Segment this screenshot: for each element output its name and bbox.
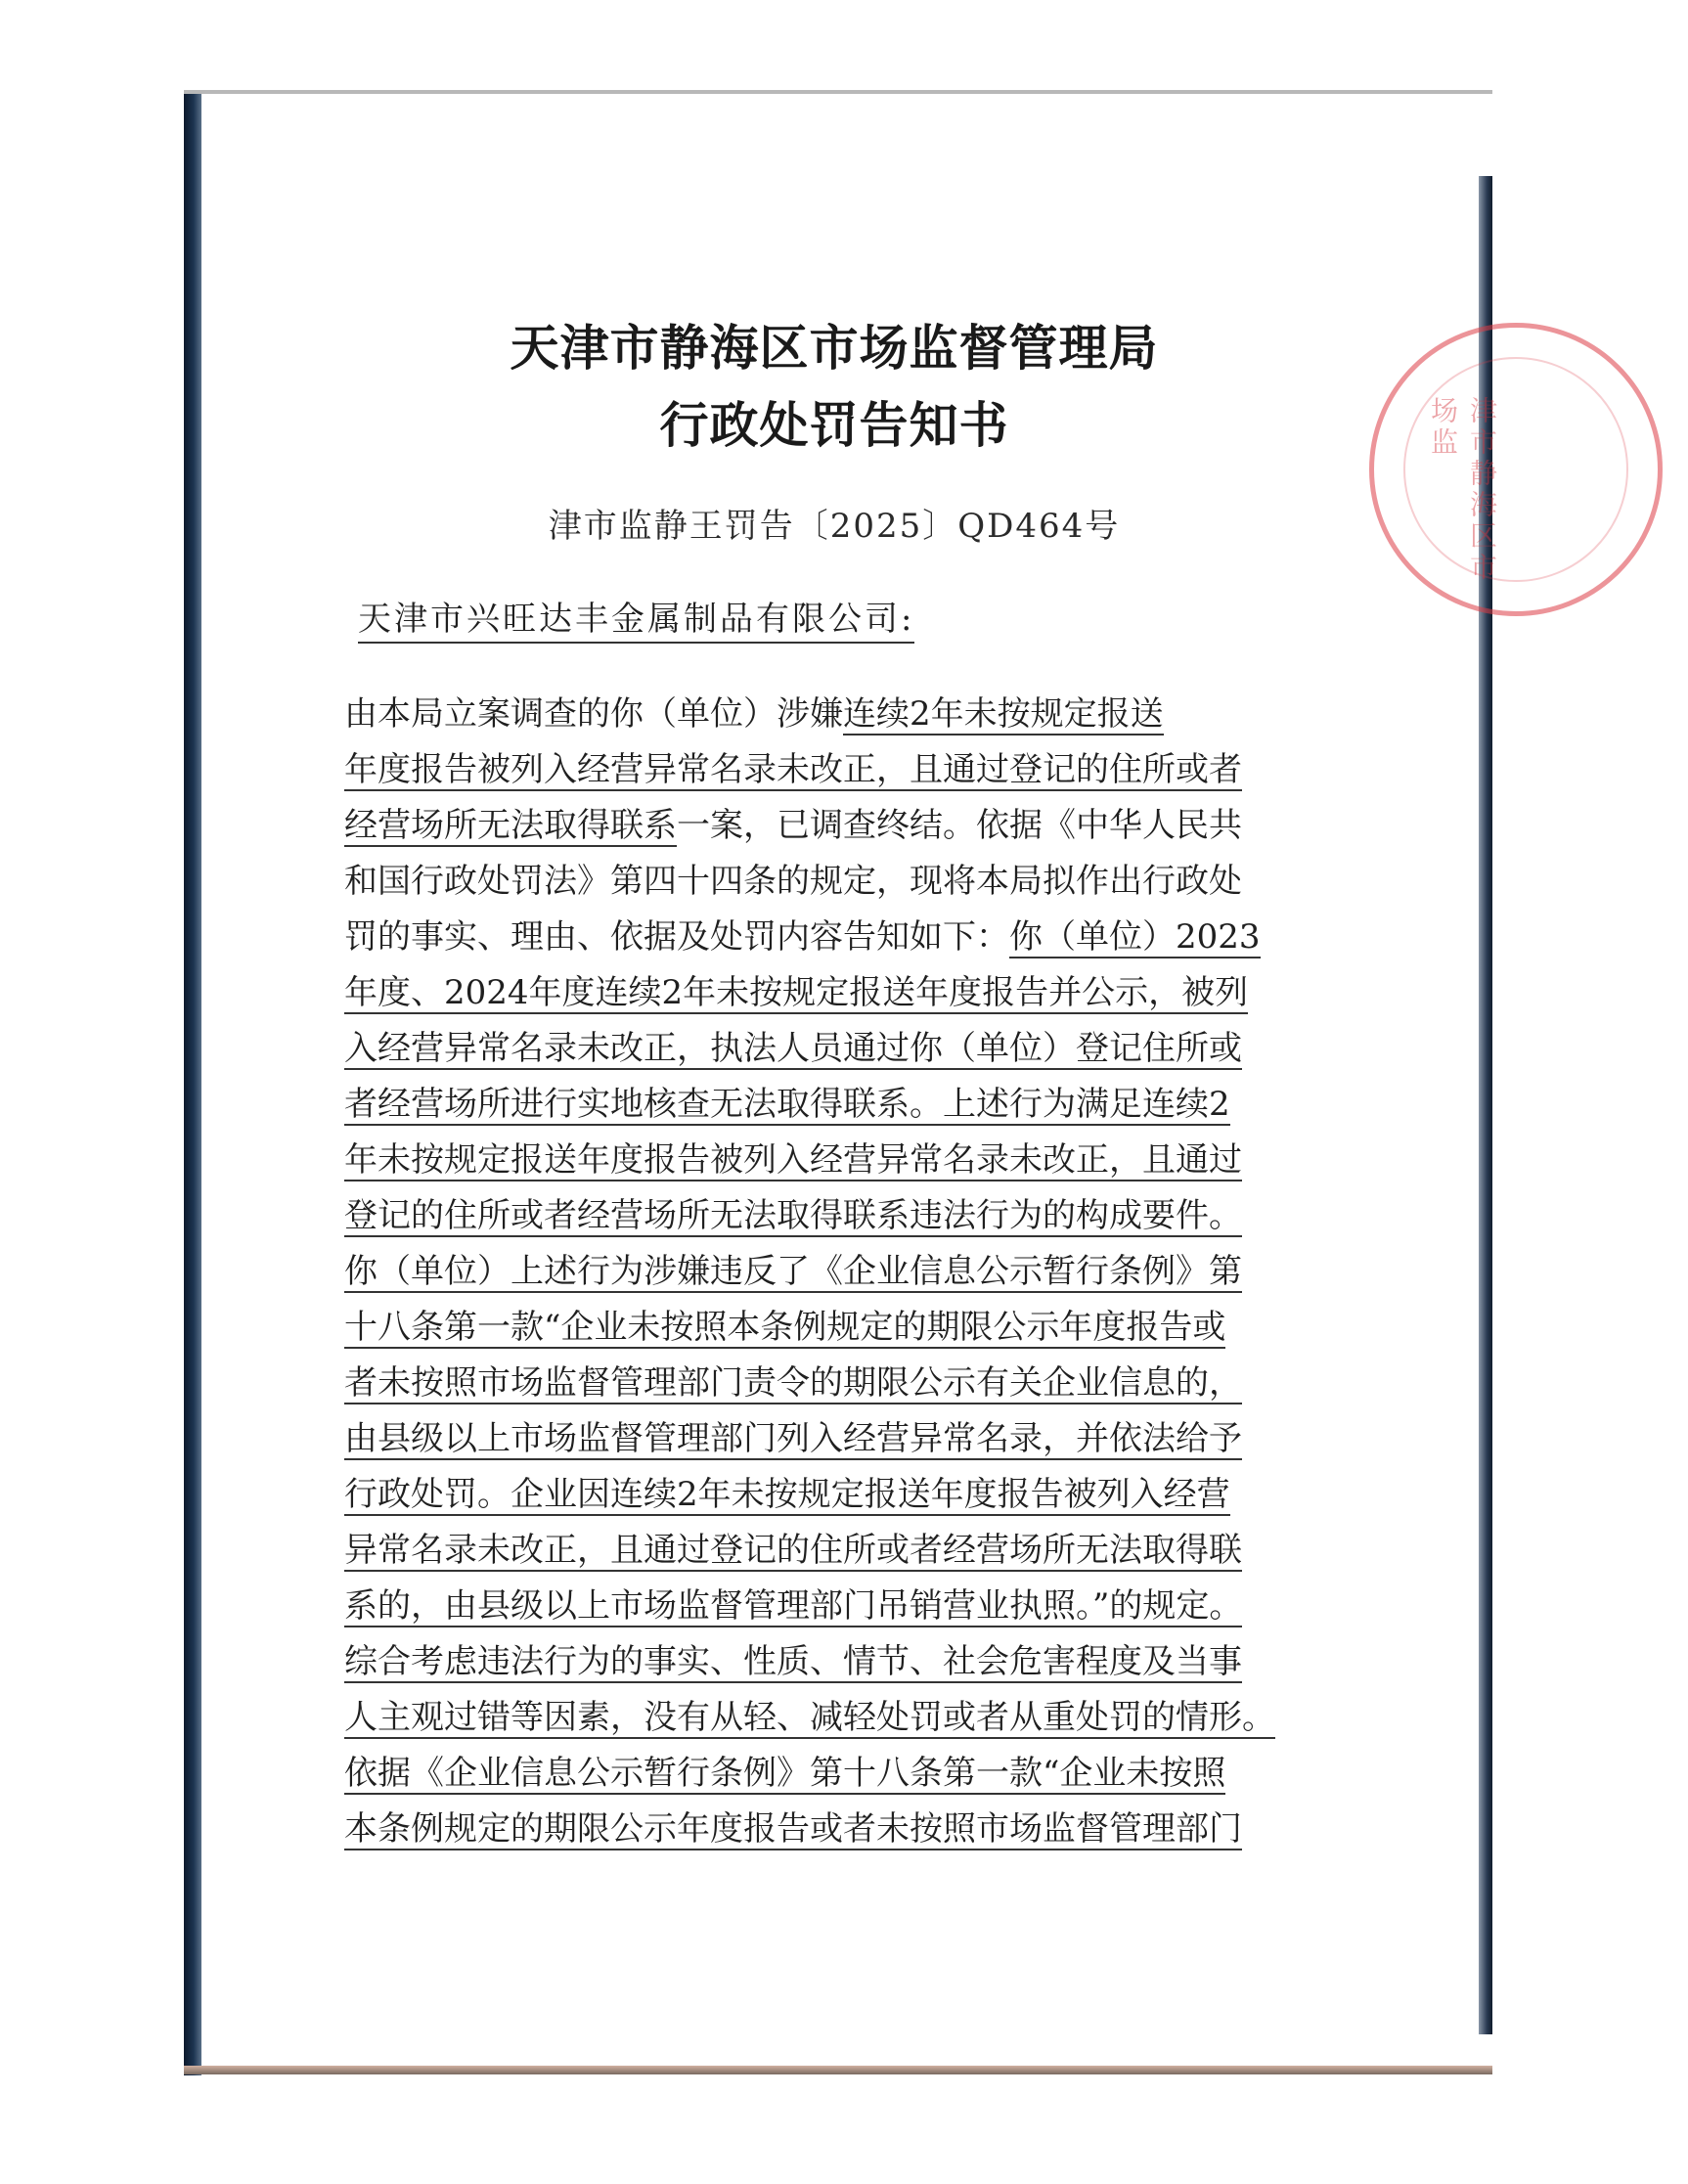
body-line	[344, 1359, 1312, 1414]
body-line-underlined-text: 你（单位）上述行为涉嫌违反了《企业信息公示暂行条例》第	[344, 1252, 1242, 1291]
body-line	[344, 1191, 1312, 1247]
body-line-underlined-text: 依据《企业信息公示暂行条例》第十八条第一款“企业未按照	[344, 1754, 1226, 1793]
document-title-type: 行政处罚告知书	[659, 396, 1009, 454]
body-line	[344, 1526, 1312, 1582]
body-line-text: 和国行政处罚法》第四十四条的规定，现将本局拟作出行政处	[344, 862, 1242, 901]
body-line	[344, 745, 1312, 801]
recipient-company: 天津市兴旺达丰金属制品有限公司:	[358, 592, 914, 644]
body-line	[344, 1805, 1312, 1860]
photo-background-bottom-edge	[184, 2066, 1492, 2074]
body-line-underlined-text: 者经营场所进行实地核查无法取得联系。上述行为满足连续2	[344, 1085, 1230, 1124]
body-line-underlined-text: 综合考虑违法行为的事实、性质、情节、社会危害程度及当事	[344, 1642, 1242, 1681]
body-line-underlined-text: 行政处罚。企业因连续2年未按规定报送年度报告被列入经营	[344, 1475, 1230, 1514]
body-line-underlined-text: 本条例规定的期限公示年度报告或者未按照市场监督管理部门	[344, 1809, 1242, 1849]
body-line-underlined-text: 登记的住所或者经营场所无法取得联系违法行为的构成要件。	[344, 1196, 1242, 1235]
body-line	[344, 1470, 1312, 1526]
body-line	[344, 1582, 1312, 1637]
body-line-text: 罚的事实、理由、依据及处罚内容告知如下：	[344, 917, 1009, 957]
body-line	[344, 1247, 1312, 1303]
body-line	[344, 1637, 1312, 1693]
body-line-underlined-text: 系的，由县级以上市场监督管理部门吊销营业执照。”的规定。	[344, 1586, 1243, 1626]
body-line-text: 一案，已调查终结。依据《中华人民共	[677, 806, 1242, 845]
body-line-underlined-text: 人主观过错等因素，没有从轻、减轻处罚或者从重处罚的情形。	[344, 1698, 1275, 1737]
body-line	[344, 801, 1312, 857]
body-line	[344, 1693, 1312, 1749]
body-line	[344, 1024, 1312, 1080]
body-line	[344, 857, 1312, 913]
body-line-underlined-text: 异常名录未改正，且通过登记的住所或者经营场所无法取得联	[344, 1531, 1242, 1570]
body-line-underlined-text: 十八条第一款“企业未按照本条例规定的期限公示年度报告或	[344, 1308, 1226, 1347]
body-line	[344, 1080, 1312, 1136]
body-line	[344, 1414, 1312, 1470]
body-line-underlined-text: 年度报告被列入经营异常名录未改正，且通过登记的住所或者	[344, 750, 1242, 789]
body-line-text: 由本局立案调查的你（单位）涉嫌	[344, 694, 843, 734]
body-line-underlined-text: 入经营异常名录未改正，执法人员通过你（单位）登记住所或	[344, 1029, 1242, 1068]
body-line-underlined-text: 经营场所无法取得联系	[344, 806, 677, 845]
body-line	[344, 968, 1312, 1024]
body-line-underlined-text: 年度、2024年度连续2年未按规定报送年度报告并公示，被列	[344, 973, 1249, 1012]
document-title-agency: 天津市静海区市场监督管理局	[510, 319, 1159, 377]
body-line	[344, 690, 1312, 745]
document-number: 津市监静王罚告〔2025〕QD464号	[548, 507, 1121, 546]
body-line	[344, 1136, 1312, 1191]
body-line-underlined-text: 者未按照市场监督管理部门责令的期限公示有关企业信息的，	[344, 1363, 1242, 1403]
body-line-underlined-text: 你（单位）2023	[1009, 917, 1261, 957]
body-line-underlined-text: 连续2年未按规定报送	[843, 694, 1164, 734]
body-line	[344, 1749, 1312, 1805]
body-line-underlined-text: 年未按规定报送年度报告被列入经营异常名录未改正，且通过	[344, 1140, 1242, 1180]
body-line	[344, 913, 1312, 968]
notice-body-text	[344, 690, 1312, 1860]
official-seal-text: 津市静海区市场监	[1427, 396, 1498, 584]
body-line	[344, 1303, 1312, 1359]
body-line-underlined-text: 由县级以上市场监督管理部门列入经营异常名录，并依法给予	[344, 1419, 1242, 1458]
